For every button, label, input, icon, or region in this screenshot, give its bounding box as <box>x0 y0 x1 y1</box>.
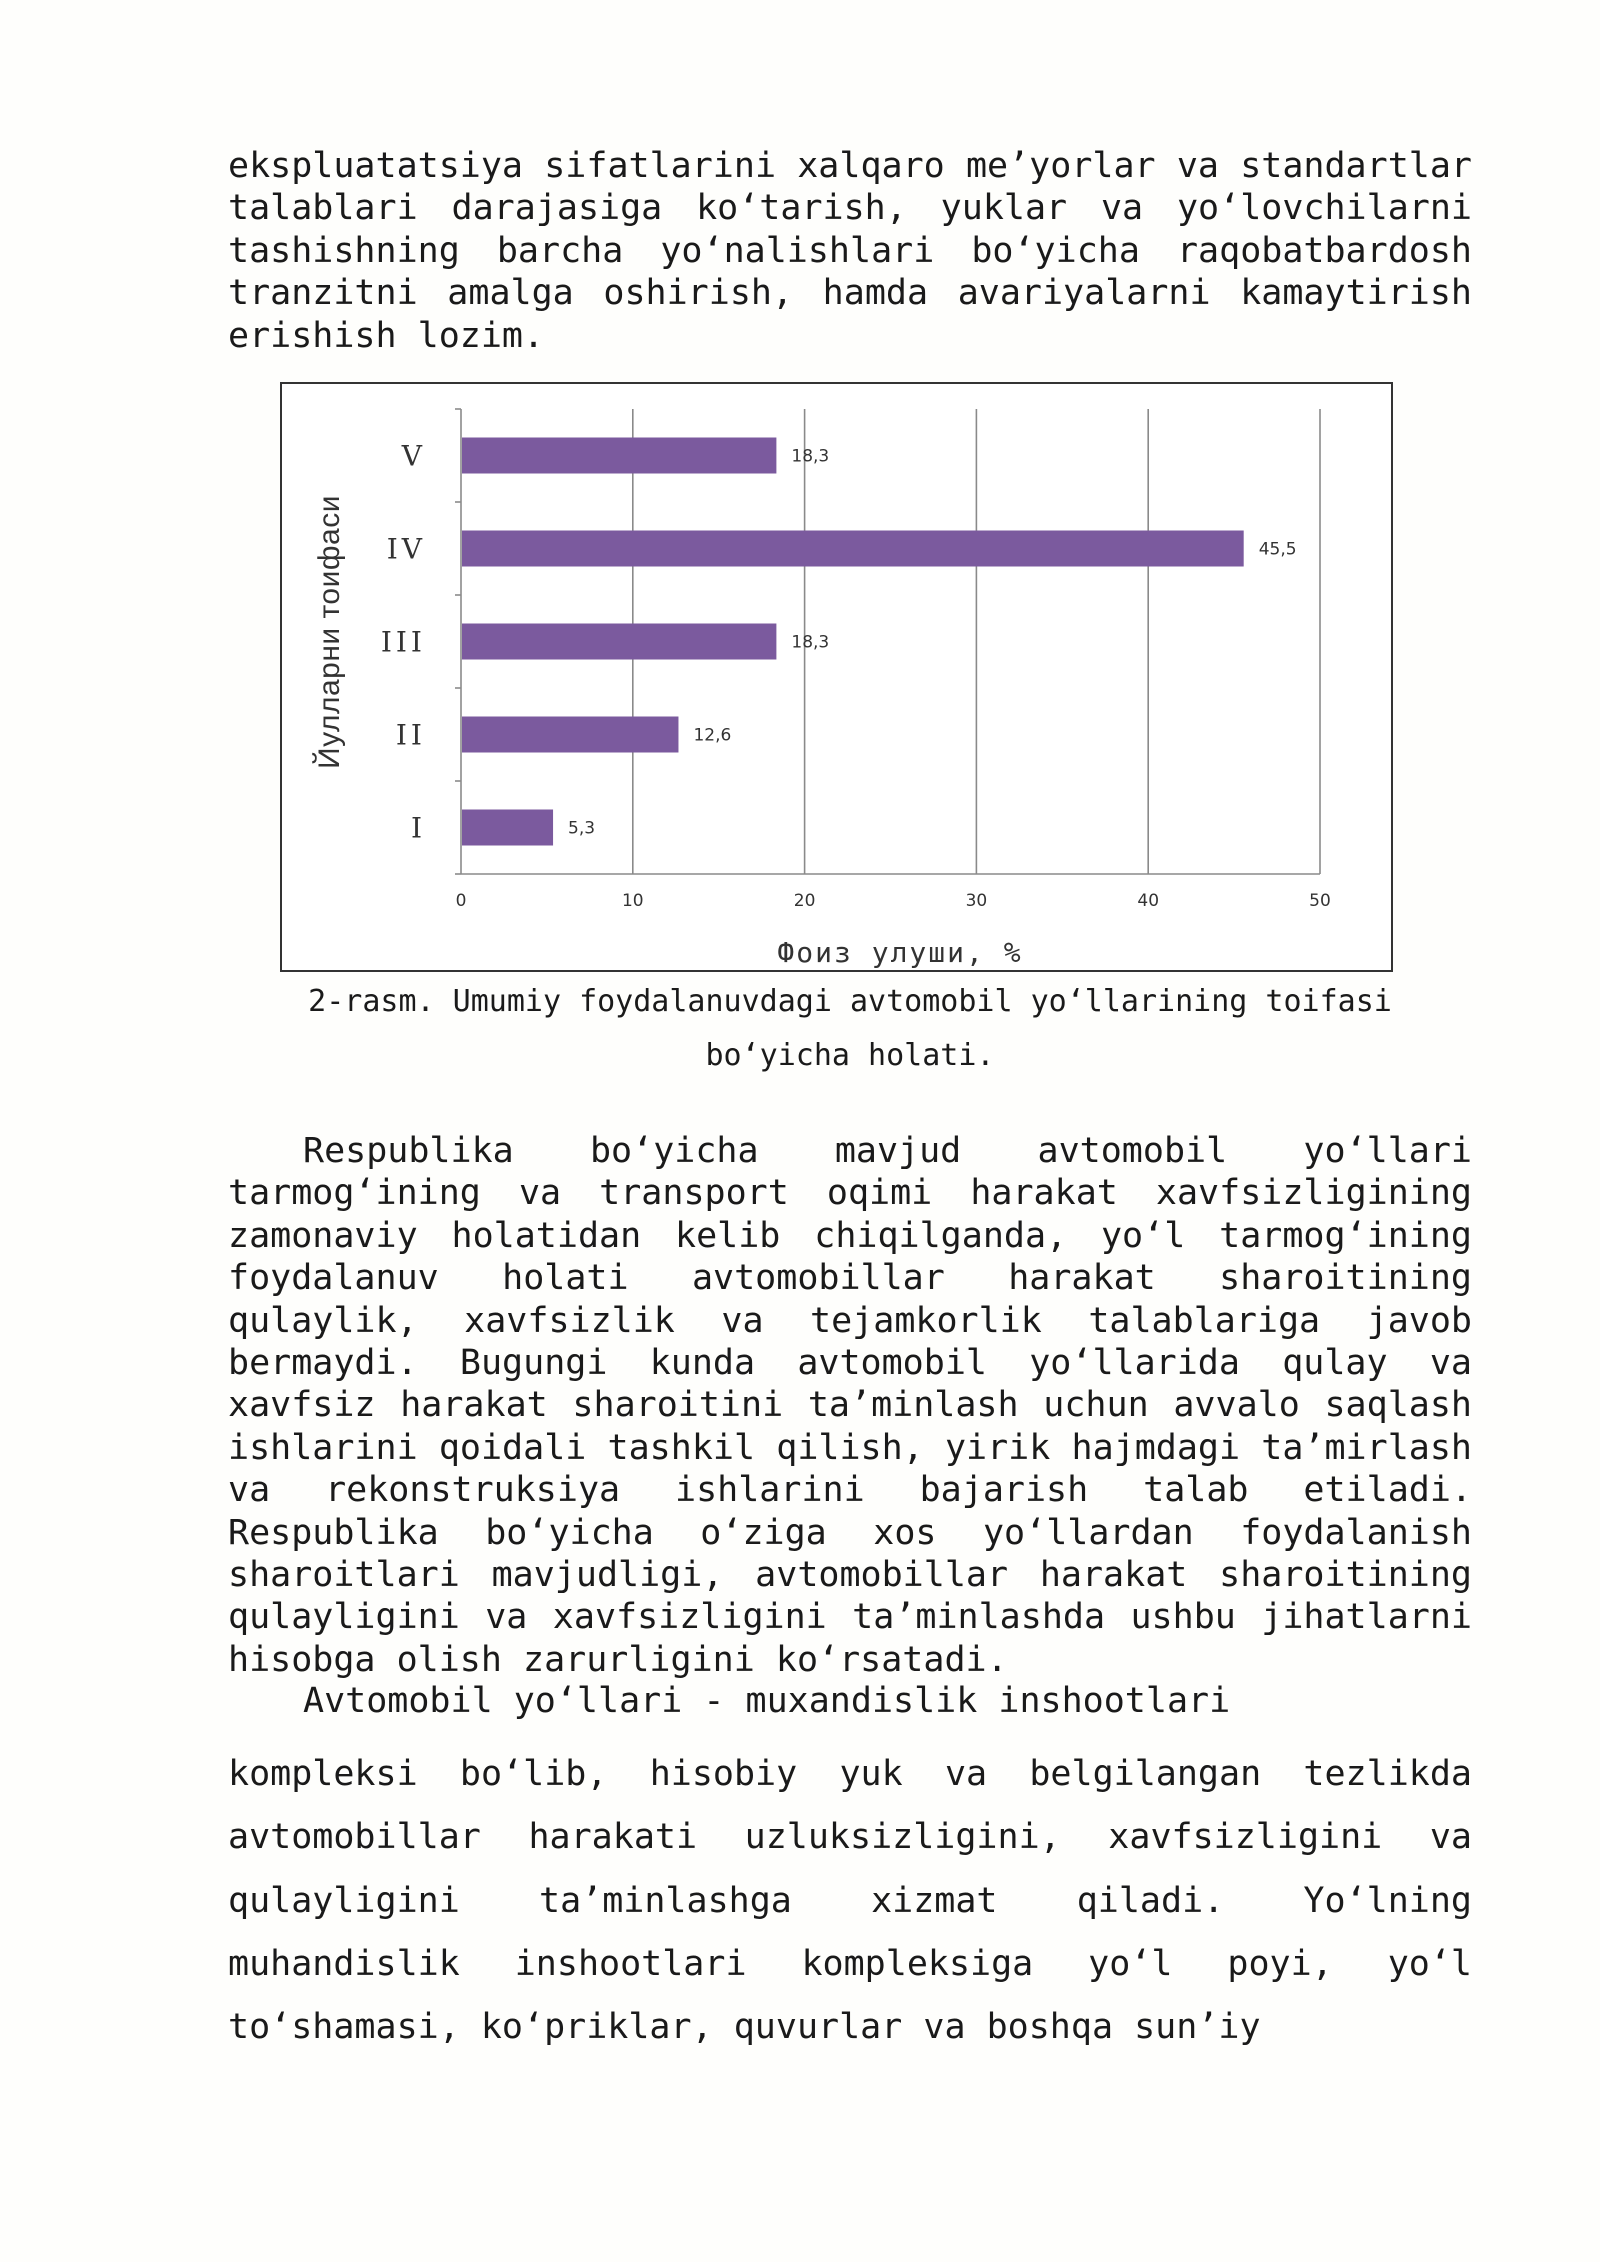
bar-II <box>462 717 678 753</box>
x-axis-title: Фоиз улуши, % <box>777 936 1023 969</box>
x-tick-label: 40 <box>1137 891 1160 911</box>
bar-V <box>462 438 776 474</box>
x-tick-label: 30 <box>965 891 988 911</box>
y-category-label: I <box>410 811 426 845</box>
y-category-label: III <box>380 625 426 659</box>
paragraph: Respublika bo‘yicha mavjud avtomobil yo‘llari tarmog‘ining va transport oqimi harakat xavfsizligining zamonaviy holatidan kelib chiqilganda, yo‘l tarmog‘ining foydalanuv holati avtomobillar harakat sharoitining qulaylik, xavfsizlik va tejamkorlik talablariga javob bermaydi. Bugungi kunda avtomobil yo‘llarida qulay va xavfsiz harakat sharoitini ta’minlash uchun avvalo saqlash ishlarini qoidali tashkil qilish, yirik hajmdagi ta’mirlash va rekonstruksiya ishlarini bajarish talab etiladi. Respublika bo‘yicha o‘ziga xos yo‘llardan foydalanish sharoitlari mavjudligi, avtomobillar harakat sharoitining qulayligini va xavfsizligini ta’minlashda ushbu jihatlarni hisobga olish zarurligini ko‘rsatadi. <box>228 1131 1472 1680</box>
y-axis-title: Йулларни тоифаси <box>313 495 346 769</box>
x-tick-label: 50 <box>1309 891 1331 911</box>
paragraph: kompleksi bo‘lib, hisobiy yuk va belgilangan tezlikda avtomobillar harakati uzluksizligini, xavfsizligini va qulayligini ta’minlashga xizmat qiladi. Yo‘lning muhandislik inshootlari kompleksiga yo‘l poyi, yo‘l to‘shamasi, ko‘priklar, quvurlar va boshqa sun’iy <box>228 1754 1472 2048</box>
y-category-label: IV <box>386 532 426 566</box>
figure-caption-line-2: bo‘yicha holati. <box>705 1038 995 1073</box>
bar-value-label: 45,5 <box>1258 539 1297 560</box>
paragraph: ekspluatatsiya sifatlarini xalqaro me’yorlar va standartlar talablari darajasiga ko‘tarish, yuklar va yo‘lovchilarni tashishning barcha yo‘nalishlari bo‘yicha raqobatbardosh tranzitni amalga oshirish, hamda avariyalarni kamaytirish erishish lozim. <box>228 146 1472 356</box>
bar-value-label: 18,3 <box>791 446 830 467</box>
bar-I <box>462 810 553 846</box>
paragraph: Avtomobil yo‘llari - muxandislik inshootlari <box>303 1681 1231 1721</box>
x-tick-label: 10 <box>621 891 644 911</box>
bar-III <box>462 624 776 660</box>
figure-caption: 2-rasm. Umumiy foydalanuvdagi avtomobil yo‘llarining toifasi <box>308 984 1392 1019</box>
bar-value-label: 12,6 <box>693 725 732 746</box>
bar-chart <box>282 384 1391 970</box>
y-category-label: II <box>395 718 426 752</box>
bar-value-label: 18,3 <box>791 632 830 653</box>
chart-figure <box>280 382 1393 972</box>
x-tick-label: 0 <box>455 891 467 911</box>
y-category-label: V <box>401 439 426 473</box>
bar-IV <box>462 531 1244 567</box>
x-tick-label: 20 <box>793 891 816 911</box>
bar-value-label: 5,3 <box>568 818 596 839</box>
